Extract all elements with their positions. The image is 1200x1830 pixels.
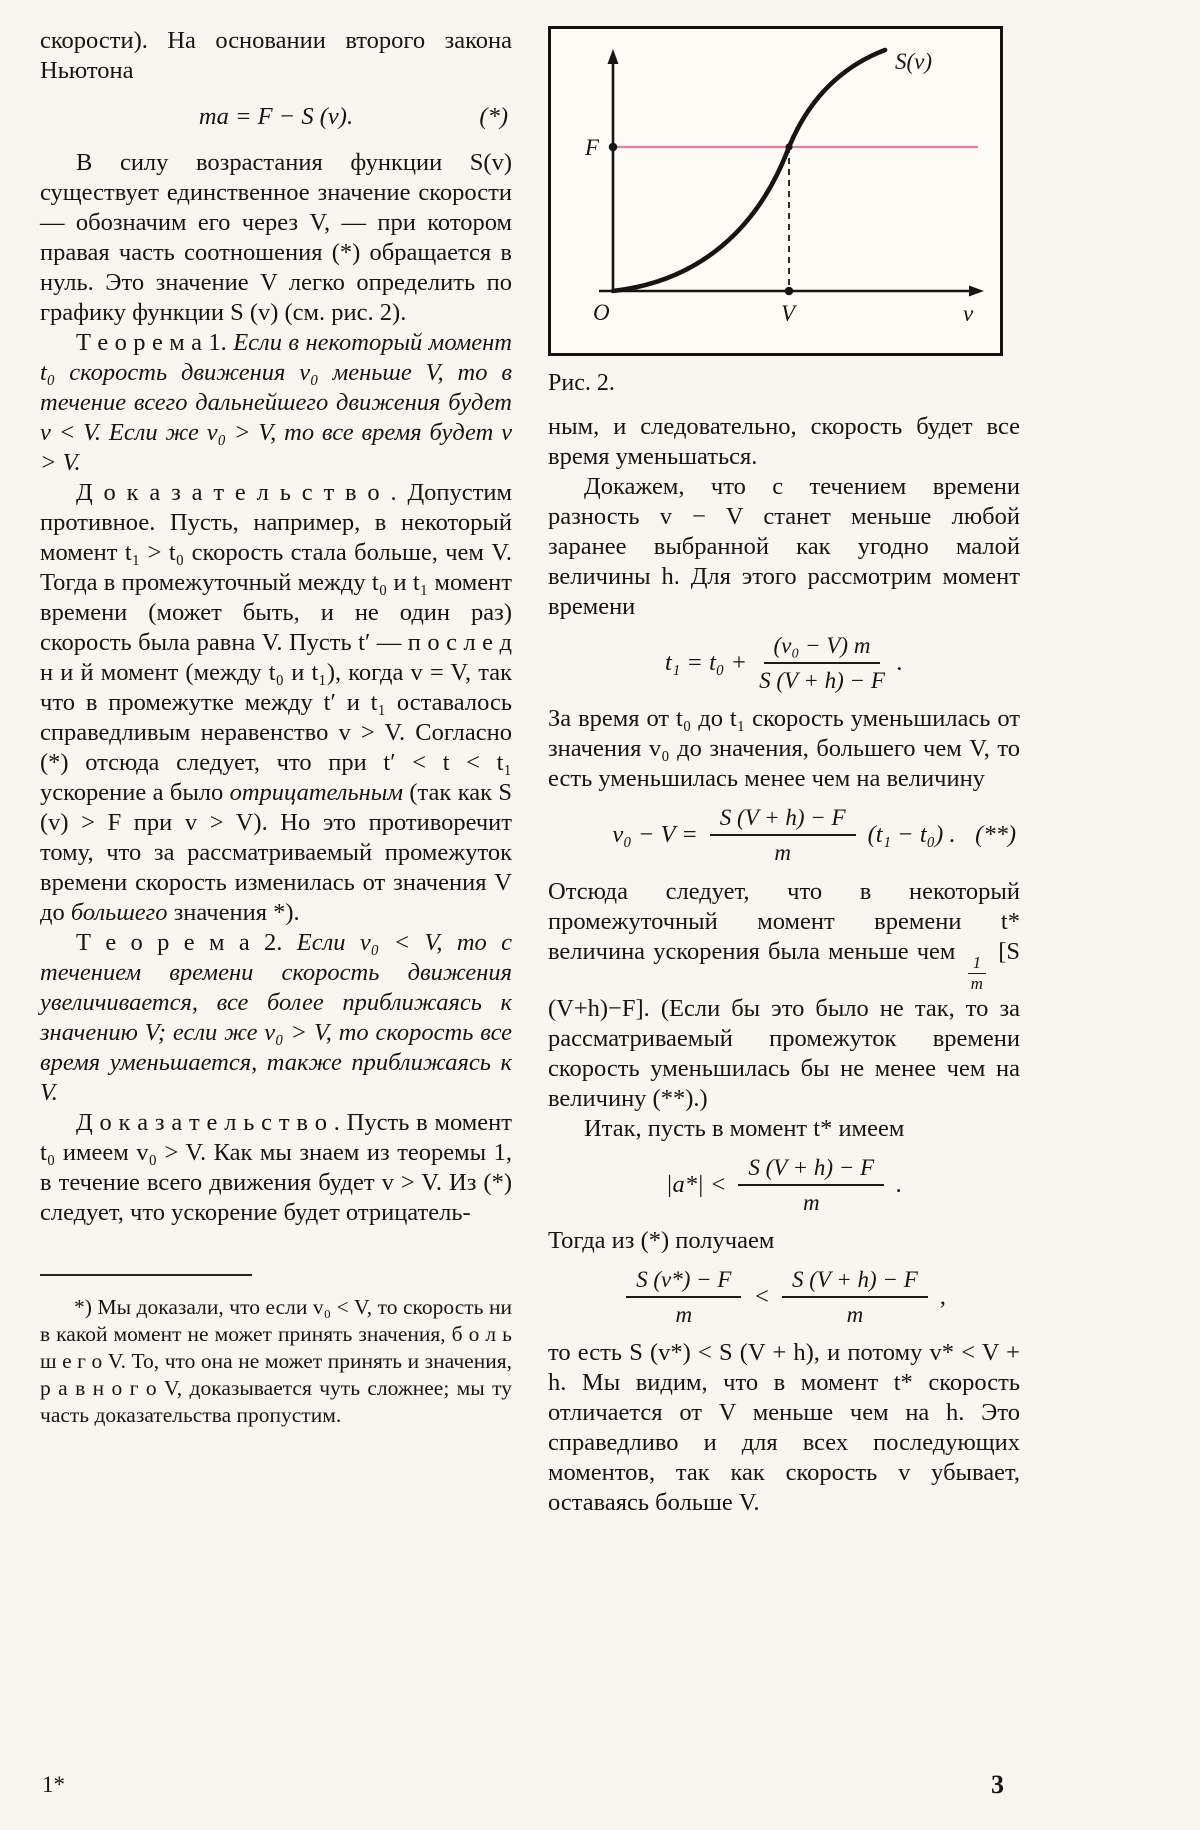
formula-dd-lhs: v₀ − V = (612, 821, 698, 849)
fraction (782, 1266, 928, 1328)
formula-a-end: . (896, 1171, 903, 1198)
theorem-2-body: Если v₀ < V, то с течением времени скорость движения увеличивается, все более приближаясь к значению V; если же v₀ > V, то скорость все время уменьшается, также приближаясь к V. (40, 929, 512, 1106)
footnote-rule (40, 1274, 252, 1276)
formula-cmp-end: , (939, 1283, 946, 1311)
figure-caption: Рис. 2. (548, 370, 615, 396)
theorem-1-body: Если в некоторый момент t₀ скорость движения v₀ меньше V, то в течение всего дальнейшего движения будет v < V. Если же v₀ > V, то все время будет v > V. (40, 329, 512, 476)
formula-t1-end: . (896, 649, 903, 677)
point-f (609, 143, 618, 152)
signature-mark: 1* (42, 1772, 65, 1797)
paragraph-monotonic: В силу возрастания функции S(v) существует единственное значение скорости — обозначим его через V, — при котором правая часть соотношения (*) обращается в нуль. Это значение V легко определить по графику функции S (v) (см. рис. 2). (40, 149, 512, 326)
proof-1-text-2: (так как S (v) > F при v > V). Но это противоречит тому, что за рассматриваемый промежуток времени скорость изменилась от значения V до (40, 779, 512, 926)
fraction (626, 1266, 741, 1328)
figure-2 (548, 26, 1003, 356)
fraction-denominator: S (V + h) − F (759, 668, 885, 694)
fraction-numerator: S (v*) − F (626, 1266, 741, 1298)
formula-t1-lhs: t₁ = t₀ + (664, 649, 748, 677)
formula-t1 (548, 632, 1020, 694)
formula-dd-rhs: (t₁ − t₀) . (867, 821, 956, 849)
proof-2: Д о к а з а т е л ь с т в о . Пусть в момент t₀ имеем v₀ > V. Как мы знаем из теоремы 1, в течение всего движения будет v > V. Из (*) следует, что ускорение будет отрицатель- (40, 1109, 512, 1226)
v-axis-label: v (963, 301, 974, 326)
proof-1-emph-negative: отрицательным (229, 779, 404, 806)
comparison-operator: < (753, 1283, 770, 1311)
equation-tag-double-star: (**) (975, 821, 1016, 849)
point-curve-intersection (785, 143, 792, 150)
page-number: 3 (991, 1770, 1004, 1799)
fraction (738, 1154, 884, 1216)
proof-1-text-1: Д о к а з а т е л ь с т в о . Допустим противное. Пусть, например, в некоторый момент t₁ > t₀ скорость стала больше, чем V. Тогда в промежуточный между t₀ и t₁ момент времени (может быть, и не один раз) скорость была равна V. Пусть t′ — п о с л е д н и й момент (между t₀ и t₁), когда v = V, так что в промежутке между t′ и t₁ оставалось справедливым неравенство v > V. Согласно (*) отсюда следует, что при t′ < t < t₁ ускорение a было (40, 479, 512, 806)
fraction-numerator: S (V + h) − F (738, 1154, 884, 1186)
consequence-text-1: Отсюда следует, что в некоторый промежуточный момент времени t* величина ускорения была меньше чем (548, 877, 1020, 965)
fraction-numerator: 1 (968, 954, 987, 975)
proof-1-emph-greater: большего (70, 899, 168, 926)
footnote: *) Мы доказали, что если v₀ < V, то скорость ни в какой момент не может принять значения, б о л ь ш е г о V. То, что она не может принять и значения, р а в н о г о V, доказывается чуть сложнее; мы ту часть доказательства пропустим. (40, 1295, 512, 1427)
curve-label: S(v) (895, 49, 933, 74)
right-column (548, 26, 1020, 1518)
two-column-layout (40, 26, 1200, 1518)
proof-1 (40, 478, 512, 928)
fraction-denominator: m (802, 1190, 820, 1215)
fraction-denominator: m (675, 1302, 693, 1328)
inline-fraction-one-over-m (968, 954, 987, 994)
origin-label: O (593, 300, 610, 325)
formula-double-star (548, 804, 1020, 866)
formula-acceleration-bound (548, 1154, 1020, 1216)
theorem-1 (40, 328, 512, 478)
formula-a-lhs: |a*| < (665, 1171, 727, 1198)
left-column (40, 26, 512, 1518)
paragraph-conclusion: то есть S (v*) < S (V + h), и потому v* < V + h. Мы видим, что в момент t* скорость отличается от V меньше чем на h. Это справедливо и для всех последующих моментов, так как скорость v убывает, оставаясь больше V. (548, 1339, 1020, 1517)
equation-tag-star: (*) (479, 103, 508, 130)
fraction (759, 632, 885, 694)
v-point-label: V (781, 301, 796, 326)
paragraph-continuation: ным, и следовательно, скорость будет все время уменьшаться. (548, 413, 1020, 470)
point-v (785, 287, 794, 296)
consequence-text-2: [S (V+h)−F]. (Если бы это было не так, то за рассматриваемый промежуток времени скорость уменьшилась бы не менее чем на величину (**).) (548, 937, 1020, 1112)
paragraph-decrease: За время от t₀ до t₁ скорость уменьшилась от значения v₀ до значения, большего чем V, то есть уменьшилась менее чем на величину (548, 705, 1020, 793)
theorem-2 (40, 928, 512, 1108)
proof-1-text-3: значения *). (167, 899, 300, 926)
fraction-numerator: S (V + h) − F (710, 804, 856, 836)
x-axis-arrow-icon (969, 286, 984, 297)
theorem-1-head: Т е о р е м а 1. (76, 329, 227, 356)
paragraph-consequence (548, 877, 1020, 1114)
paragraph-then: Тогда из (*) получаем (548, 1227, 775, 1255)
formula-newton-law (40, 96, 512, 138)
y-axis-arrow-icon (608, 49, 619, 64)
paragraph-intro: скорости). На основании второго закона Ньютона (40, 27, 512, 84)
formula-comparison (548, 1266, 1020, 1328)
fraction (710, 804, 856, 866)
formula-body: ma = F − S (v). (198, 103, 354, 130)
s-of-v-curve (613, 50, 885, 291)
fraction-denominator: m (970, 974, 983, 994)
theorem-2-head: Т е о р е м а 2. (76, 929, 283, 956)
paragraph-thus: Итак, пусть в момент t* имеем (584, 1114, 905, 1142)
paragraph-prove: Докажем, что с течением времени разность v − V станет меньше любой заранее выбранной как угодно малой величины h. Для этого рассмотрим момент времени (548, 473, 1020, 620)
fraction-denominator: m (774, 840, 791, 866)
figure-2-plot (551, 29, 1000, 353)
fraction-numerator: S (V + h) − F (782, 1266, 928, 1298)
f-axis-label: F (585, 135, 600, 160)
fraction-numerator: (v₀ − V) m (764, 632, 881, 664)
fraction-denominator: m (846, 1302, 864, 1328)
